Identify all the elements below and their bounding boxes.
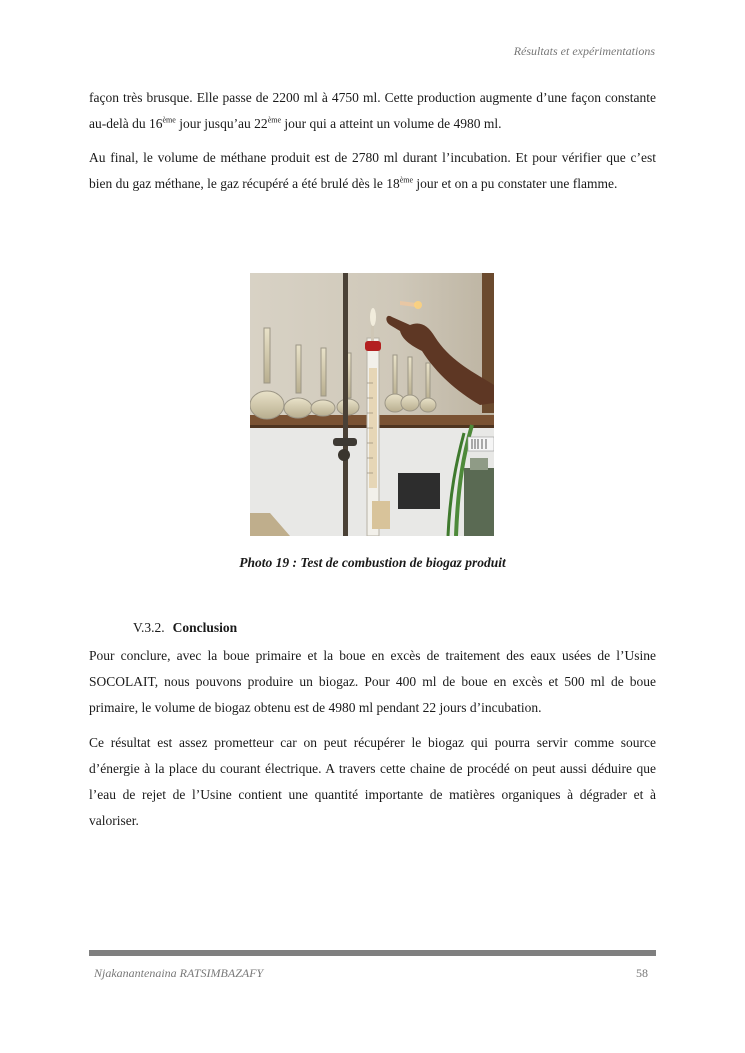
paragraph-text: Au final, le volume de méthane produit est de 2780 ml durant l’incubation. Et pour vérifier que c’est bien du gaz méthane, le gaz récupéré a été brulé dès le 18: [89, 150, 656, 191]
combustion-test-photo-icon: [250, 273, 494, 536]
paragraph-text: Pour conclure, avec la boue primaire et la boue en excès de traitement des eaux usées de l’Usine SOCOLAIT, nous pouvons produire un biogaz. Pour 400 ml de boue en excès et 500 ml de boue primaire, le volume de biogaz obtenu est de 4980 ml pendant 22 jours d’incubation.: [89, 648, 656, 715]
paragraph-text: jour jusqu’au 22: [175, 116, 268, 131]
page-number: 58: [636, 966, 648, 980]
paragraph-text: façon très brusque. Elle passe de 2200 ml à 4750 ml. Cette production augmente d’une façon constante au-delà du 16: [89, 90, 656, 131]
lab-glassware-photo: [250, 273, 494, 536]
paragraph-conclusion: [89, 643, 656, 721]
figure-caption: Photo 19 : Test de combustion de biogaz produit: [239, 555, 506, 570]
superscript: ème: [399, 175, 414, 185]
superscript: ème: [162, 115, 176, 125]
section-heading: [133, 620, 237, 636]
footer-divider: [89, 950, 656, 956]
section-number: V.3.2.: [133, 620, 165, 635]
paragraph-methane: [89, 145, 656, 197]
section-title: Conclusion: [172, 620, 238, 635]
superscript: ème: [267, 115, 282, 125]
footer-author: Njakanantenaina RATSIMBAZAFY: [94, 966, 264, 980]
paragraph-text: Ce résultat est assez prometteur car on peut récupérer le biogaz qui pourra servir comme source d’énergie à la place du courant électrique. A travers cette chaine de procédé on peut aussi déduire que l’eau de rejet de l’Usine contient une quantité importante de matières organiques à dégrader et à valoriser.: [89, 735, 656, 828]
paragraph-text: jour qui a atteint un volume de 4980 ml.: [281, 116, 502, 131]
running-header: Résultats et expérimentations: [513, 44, 655, 58]
paragraph-outlook: [89, 730, 656, 834]
paragraph-production: [89, 85, 656, 137]
paragraph-text: jour et on a pu constater une flamme.: [413, 176, 618, 191]
